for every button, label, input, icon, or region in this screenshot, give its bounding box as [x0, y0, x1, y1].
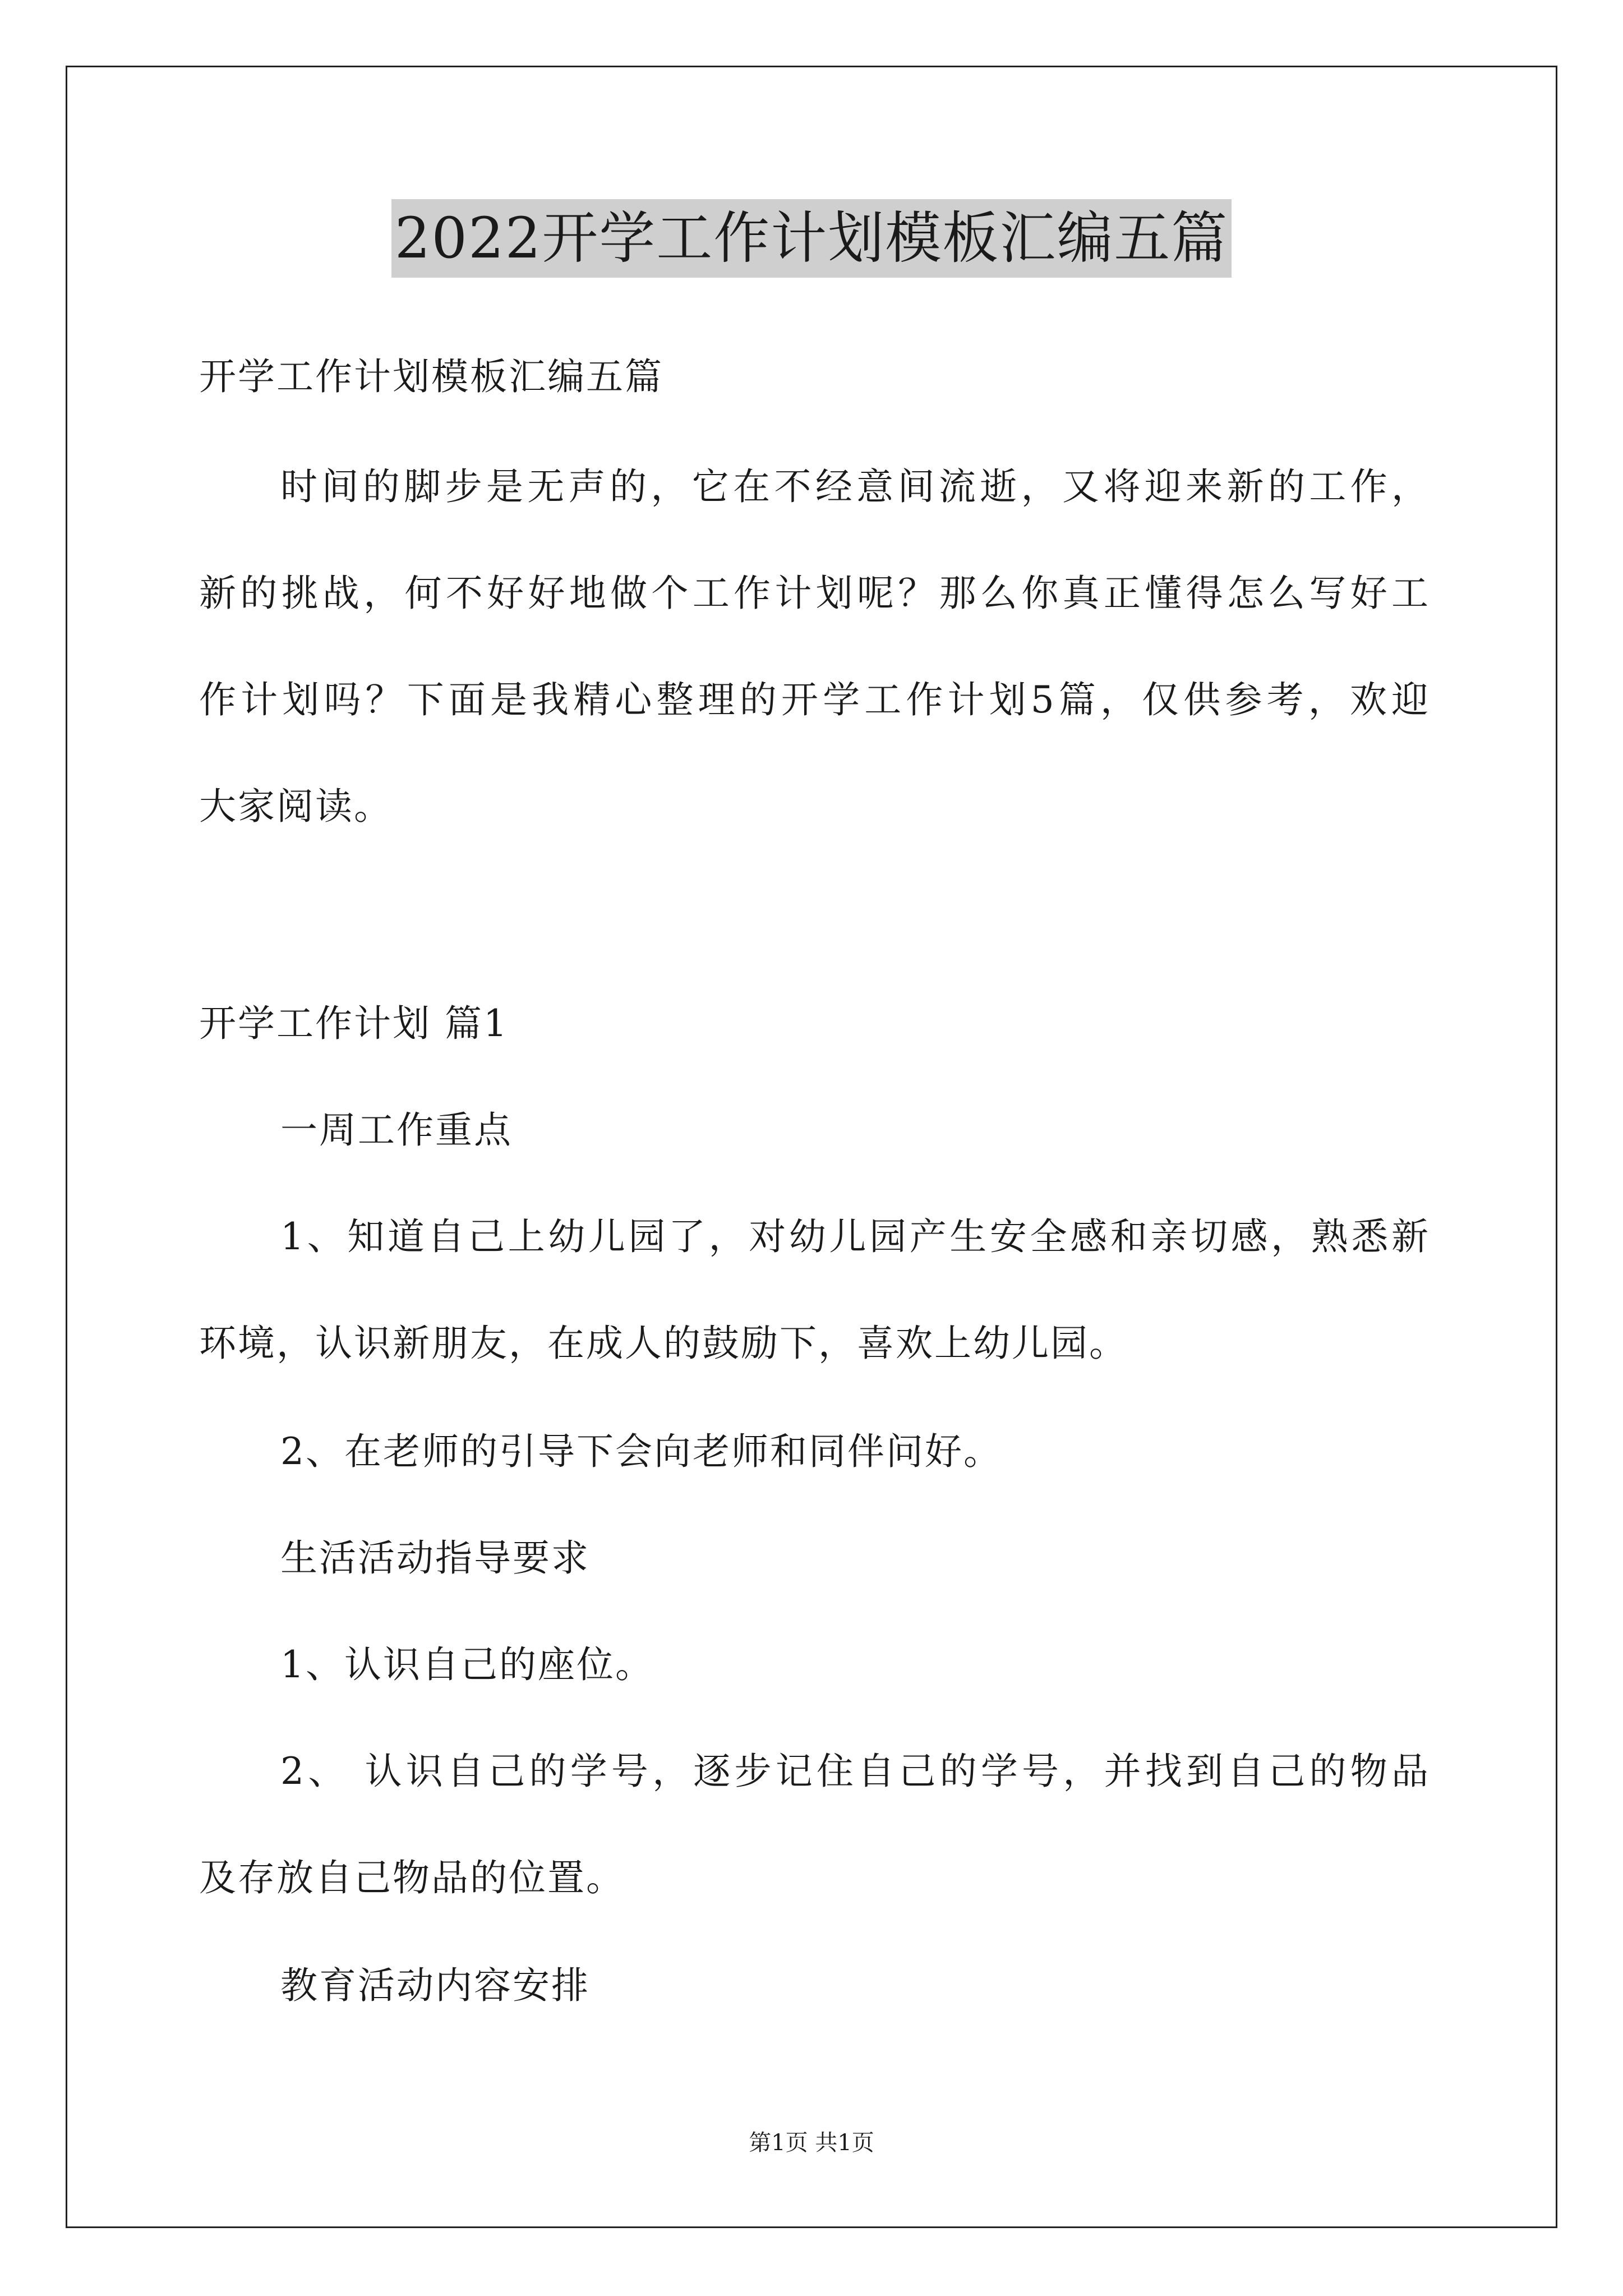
- life-item-2-line-1: 2、 认识自己的学号，逐步记住自己的学号，并找到自己的物品: [280, 1750, 1430, 1793]
- weekly-item-2: 2、在老师的引导下会向老师和同伴问好。: [280, 1430, 1002, 1473]
- intro-line-2: 新的挑战，何不好好地做个工作计划呢？那么你真正懂得怎么写好工: [199, 572, 1430, 615]
- document-title-block: [0, 199, 1623, 278]
- section-heading: 开学工作计划 篇1: [199, 1002, 509, 1045]
- life-item-2-line-2: 及存放自己物品的位置。: [199, 1856, 625, 1899]
- page-footer: 第1页 共1页: [749, 2130, 874, 2156]
- life-item-1: 1、认识自己的座位。: [280, 1643, 654, 1686]
- document-subtitle: 开学工作计划模板汇编五篇: [199, 355, 663, 398]
- intro-line-1: 时间的脚步是无声的，它在不经意间流逝，又将迎来新的工作，: [280, 465, 1430, 508]
- intro-line-3: 作计划吗？下面是我精心整理的开学工作计划5篇，仅供参考，欢迎: [199, 678, 1430, 721]
- intro-line-4: 大家阅读。: [199, 785, 393, 828]
- weekly-item-1-line-1: 1、知道自己上幼儿园了，对幼儿园产生安全感和亲切感，熟悉新: [280, 1215, 1430, 1258]
- life-activity-heading: 生活活动指导要求: [280, 1536, 590, 1580]
- document-title: 2022开学工作计划模板汇编五篇: [391, 199, 1232, 278]
- weekly-item-1-line-2: 环境，认识新朋友，在成人的鼓励下，喜欢上幼儿园。: [199, 1322, 1128, 1365]
- education-activity-heading: 教育活动内容安排: [280, 1964, 590, 2007]
- weekly-focus-heading: 一周工作重点: [280, 1108, 513, 1152]
